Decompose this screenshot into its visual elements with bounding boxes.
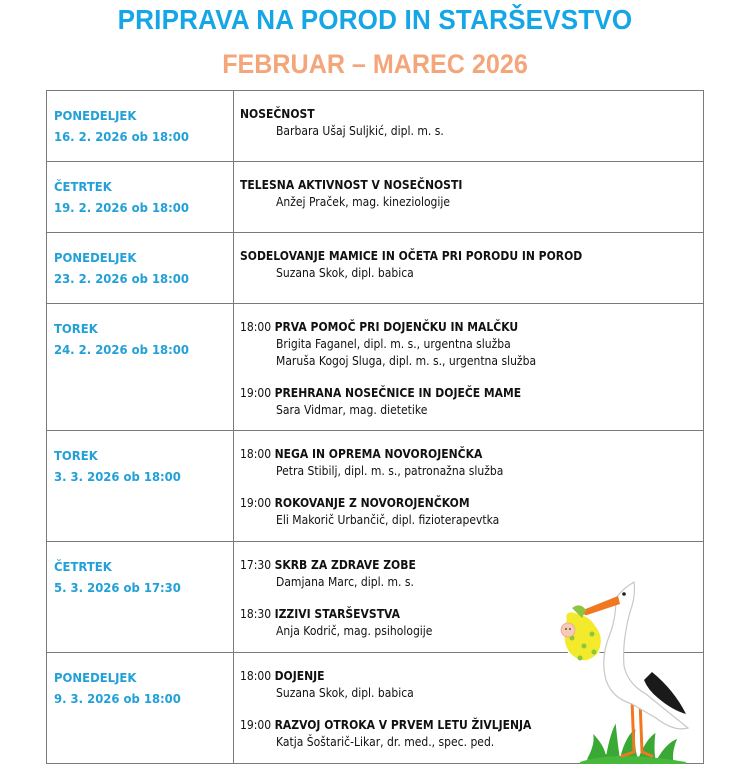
session-lecturer: Anja Kodrič, mag. psihologije (276, 624, 433, 638)
session-time: 19:00 (240, 718, 272, 732)
weekday-label: PONEDELJEK (54, 108, 137, 123)
session (240, 606, 432, 640)
session (240, 446, 503, 480)
date-cell (47, 653, 234, 764)
schedule-row (47, 91, 703, 162)
session-topic: IZZIVI STARŠEVSTVA (274, 607, 401, 621)
date-time-label: 9. 3. 2026 ob 18:00 (54, 691, 181, 706)
date-time-label: 5. 3. 2026 ob 17:30 (54, 580, 181, 595)
session (240, 557, 416, 591)
session-lecturer: Suzana Skok, dipl. babica (276, 266, 414, 280)
weekday-label: ČETRTEK (54, 559, 112, 574)
session-time: 18:30 (240, 607, 272, 621)
session-time: 19:00 (240, 386, 272, 400)
session-time: 18:00 (240, 669, 272, 683)
session (240, 319, 536, 370)
sessions-cell (234, 431, 703, 541)
session (240, 248, 582, 282)
session-time: 19:00 (240, 496, 272, 510)
date-cell (47, 91, 234, 161)
date-time-label: 23. 2. 2026 ob 18:00 (54, 271, 189, 286)
session (240, 106, 444, 140)
session-lecturer: Suzana Skok, dipl. babica (276, 686, 414, 700)
session-topic: RAZVOJ OTROKA V PRVEM LETU ŽIVLJENJA (274, 718, 532, 732)
session-lecturer: Katja Šoštarič-Likar, dr. med., spec. ped. (276, 735, 495, 749)
baby-bundle (561, 605, 602, 661)
date-time-label: 19. 2. 2026 ob 18:00 (54, 200, 189, 215)
session-lecturer: Maruša Kogoj Sluga, dipl. m. s., urgentna služba (276, 354, 537, 368)
session-topic: NOSEČNOST (240, 107, 315, 121)
session-topic: PREHRANA NOSEČNICE IN DOJEČE MAME (274, 386, 522, 400)
page-title: PRIPRAVA NA POROD IN STARŠEVSTVO (117, 4, 633, 35)
weekday-label: TOREK (54, 448, 98, 463)
session-time: 17:30 (240, 558, 272, 572)
schedule-row (47, 304, 703, 431)
schedule-row (47, 162, 703, 233)
session-lecturer: Damjana Marc, dipl. m. s. (276, 575, 414, 589)
session-time: 18:00 (240, 320, 272, 334)
session-lecturer: Brigita Faganel, dipl. m. s., urgentna služba (276, 337, 511, 351)
date-cell (47, 542, 234, 652)
session-topic: TELESNA AKTIVNOST V NOSEČNOSTI (240, 178, 463, 192)
session-lecturer: Eli Makorič Urbančič, dipl. fizioterapevtka (276, 513, 500, 527)
date-cell (47, 431, 234, 541)
weekday-label: PONEDELJEK (54, 670, 137, 685)
sessions-cell (234, 233, 703, 303)
stork-carrying-baby-icon (556, 572, 706, 764)
session (240, 385, 521, 419)
session-lecturer: Petra Stibilj, dipl. m. s., patronažna služba (276, 464, 504, 478)
weekday-label: TOREK (54, 321, 98, 336)
date-cell (47, 233, 234, 303)
session-time: 18:00 (240, 447, 272, 461)
session-lecturer: Barbara Ušaj Suljkić, dipl. m. s. (276, 124, 444, 138)
page-subtitle: FEBRUAR – MAREC 2026 (222, 49, 528, 79)
session-lecturer: Sara Vidmar, mag. dietetike (276, 403, 428, 417)
session-topic: NEGA IN OPREMA NOVOROJENČKA (274, 447, 483, 461)
date-time-label: 16. 2. 2026 ob 18:00 (54, 129, 189, 144)
weekday-label: PONEDELJEK (54, 250, 137, 265)
sessions-cell (234, 304, 703, 430)
date-cell (47, 304, 234, 430)
baby-face (561, 623, 575, 637)
session-topic: SKRB ZA ZDRAVE ZOBE (274, 558, 416, 572)
session-topic: ROKOVANJE Z NOVOROJENČKOM (274, 496, 470, 510)
date-cell (47, 162, 234, 232)
date-time-label: 3. 3. 2026 ob 18:00 (54, 469, 181, 484)
date-time-label: 24. 2. 2026 ob 18:00 (54, 342, 189, 357)
session-topic: DOJENJE (274, 669, 325, 683)
schedule-row (47, 431, 703, 542)
session (240, 177, 462, 211)
session (240, 668, 414, 702)
sessions-cell (234, 91, 703, 161)
session (240, 495, 499, 529)
session (240, 717, 531, 751)
weekday-label: ČETRTEK (54, 179, 112, 194)
schedule-row (47, 233, 703, 304)
session-lecturer: Anžej Praček, mag. kineziologije (276, 195, 451, 209)
session-topic: SODELOVANJE MAMICE IN OČETA PRI PORODU IN POROD (240, 249, 583, 263)
sessions-cell (234, 162, 703, 232)
session-topic: PRVA POMOČ PRI DOJENČKU IN MALČKU (274, 320, 519, 334)
